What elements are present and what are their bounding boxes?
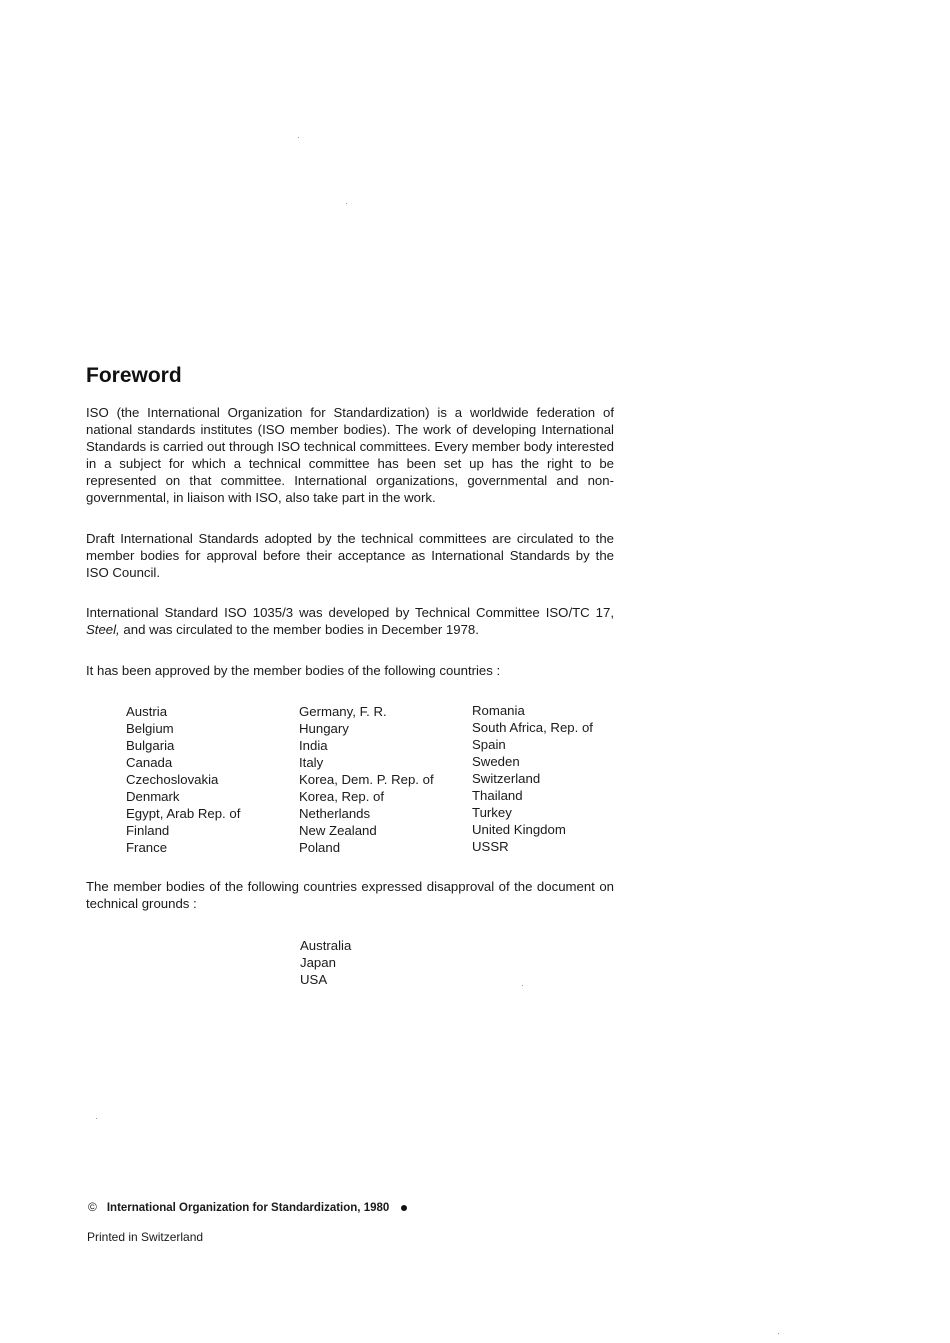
copyright-text: International Organization for Standardization, 1980 (106, 1202, 390, 1214)
printed-in-note: Printed in Switzerland (87, 1230, 204, 1244)
country-item: Canada (126, 755, 173, 770)
country-item: Korea, Rep. of (299, 789, 385, 804)
country-item: Romania (472, 703, 525, 718)
country-item: Bulgaria (126, 738, 175, 753)
country-item: France (126, 840, 168, 855)
scan-speck (298, 137, 299, 138)
country-item: USA (300, 972, 328, 987)
country-item: Japan (300, 955, 336, 970)
country-item: Spain (472, 737, 506, 752)
country-item: South Africa, Rep. of (472, 720, 593, 735)
country-item: Germany, F. R. (299, 704, 387, 719)
scan-speck (778, 1333, 779, 1334)
country-item: Italy (299, 755, 324, 770)
country-item: Egypt, Arab Rep. of (126, 806, 241, 821)
foreword-heading: Foreword (86, 364, 182, 387)
committee-name-steel: Steel, (86, 622, 120, 637)
approving-countries-column-2 (299, 703, 434, 856)
copyright-symbol: © (88, 1200, 97, 1214)
foreword-paragraph-3 (86, 604, 614, 638)
country-item: Thailand (472, 788, 523, 803)
scan-speck (522, 985, 523, 986)
scan-speck (96, 1118, 97, 1119)
disapproval-intro: The member bodies of the following countries expressed disapproval of the document on technical grounds : (86, 879, 614, 911)
country-item: Netherlands (299, 806, 371, 821)
country-item: Poland (299, 840, 341, 855)
approval-intro: It has been approved by the member bodies of the following countries : (86, 663, 501, 678)
country-item: Hungary (299, 721, 349, 736)
country-item: Australia (300, 938, 352, 953)
scan-speck (346, 203, 347, 204)
country-item: USSR (472, 839, 509, 854)
foreword-paragraph-2: Draft International Standards adopted by the technical committees are circulated to the member bodies for approval before their acceptance as International Standards by the ISO Council. (86, 531, 614, 580)
paragraph-3-text-start: International Standard ISO 1035/3 was developed by Technical Committee ISO/TC 17, (86, 605, 614, 620)
foreword-paragraph-1: ISO (the International Organization for Standardization) is a worldwide federation of national standards institutes (ISO member bodies). The work of developing International Standards is carried out through ISO technical committees. Every member body interested in a subject for which a technical committee has been set up has the right to be represented on that committee. International organizations, governmental and non-governmental, in liaison with ISO, also take part in the work. (86, 405, 614, 505)
country-item: United Kingdom (472, 822, 566, 837)
country-item: Sweden (472, 754, 520, 769)
bullet-icon (401, 1205, 407, 1211)
country-item: Korea, Dem. P. Rep. of (299, 772, 434, 787)
disapproving-countries-list (300, 937, 351, 988)
country-item: Finland (126, 823, 170, 838)
country-item: New Zealand (299, 823, 377, 838)
country-item: Austria (126, 704, 168, 719)
country-item: Switzerland (472, 771, 541, 786)
country-item: Czechoslovakia (126, 772, 219, 787)
copyright-line (88, 1200, 407, 1214)
country-item: Belgium (126, 721, 174, 736)
approving-countries-column-3 (472, 702, 593, 855)
country-item: Turkey (472, 805, 512, 820)
approving-countries-column-1 (126, 703, 240, 856)
country-item: India (299, 738, 328, 753)
paragraph-3-text-end: and was circulated to the member bodies in December 1978. (119, 622, 479, 637)
country-item: Denmark (126, 789, 180, 804)
